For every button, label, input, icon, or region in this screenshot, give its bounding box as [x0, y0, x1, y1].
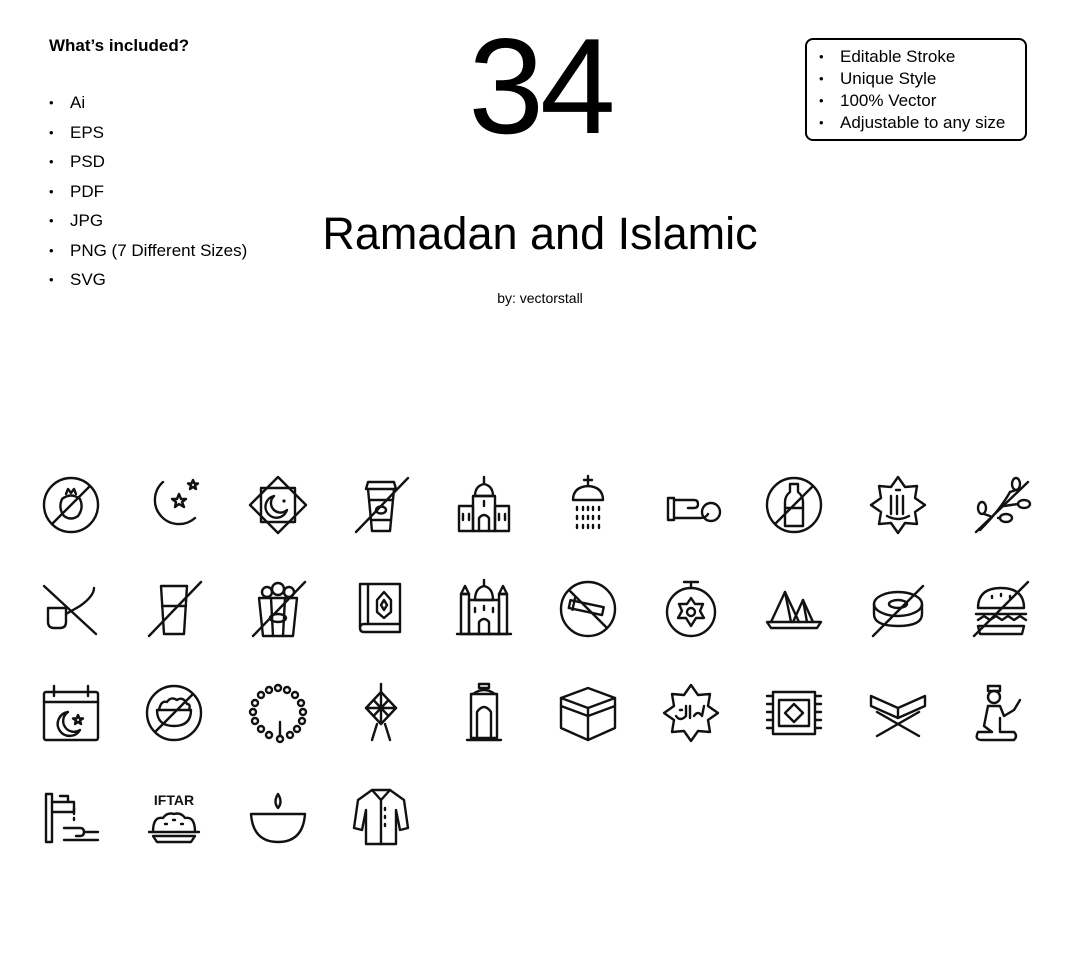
- diya-lamp-icon: [247, 786, 309, 848]
- ramadan-sign-icon: [247, 474, 309, 536]
- lantern-icon: [453, 682, 515, 744]
- format-item: • PDF: [49, 182, 247, 212]
- feature-item: • Adjustable to any size: [819, 112, 1025, 134]
- no-food-icon: [143, 682, 205, 744]
- features-list: [807, 40, 1025, 134]
- format-item: • SVG: [49, 270, 247, 300]
- iftar-label: IFTAR: [153, 792, 195, 808]
- no-drink-icon: [143, 578, 205, 640]
- wudu-faucet-icon: [40, 786, 102, 848]
- feature-item: • Unique Style: [819, 68, 1025, 90]
- no-burger-icon: [970, 578, 1032, 640]
- no-olive-branch-icon: [970, 474, 1032, 536]
- islamic-robe-icon: [350, 786, 412, 848]
- charity-hand-icon: [660, 474, 722, 536]
- author-byline: by: vectorstall: [497, 290, 583, 306]
- iftar-meal-icon: [143, 786, 205, 848]
- ramadan-calendar-icon: [40, 682, 102, 744]
- format-item: • JPG: [49, 211, 247, 241]
- features-box: [805, 38, 1027, 141]
- no-popcorn-icon: [247, 578, 309, 640]
- allah-calligraphy-icon: [867, 474, 929, 536]
- format-item: • Ai: [49, 93, 247, 123]
- no-smoking-pipe-icon: [40, 578, 102, 640]
- format-item: • PSD: [49, 152, 247, 182]
- pyramids-icon: [763, 578, 825, 640]
- no-coffee-icon: [350, 474, 412, 536]
- format-item: • PNG (7 Different Sizes): [49, 241, 247, 271]
- quran-book-icon: [350, 578, 412, 640]
- prayer-beads-icon: [247, 682, 309, 744]
- format-item: • EPS: [49, 123, 247, 153]
- stopwatch-icon: [660, 578, 722, 640]
- kaaba-icon: [557, 682, 619, 744]
- prayer-rug-icon: [763, 682, 825, 744]
- whats-included-heading: What’s included?: [49, 36, 190, 55]
- praying-man-icon: [970, 682, 1032, 744]
- no-pomegranate-icon: [40, 474, 102, 536]
- ketupat-icon: [350, 682, 412, 744]
- no-smoking-icon: [557, 578, 619, 640]
- feature-item: • Editable Stroke: [819, 46, 1025, 68]
- feature-item: • 100% Vector: [819, 90, 1025, 112]
- shower-icon: [557, 474, 619, 536]
- mosque-minarets-icon: [453, 578, 515, 640]
- pack-title: Ramadan and Islamic: [322, 208, 758, 259]
- mosque-icon: [453, 474, 515, 536]
- quran-stand-icon: [867, 682, 929, 744]
- crescent-moon-stars-icon: [143, 474, 205, 536]
- no-meat-icon: [867, 578, 929, 640]
- halal-badge-icon: [660, 682, 722, 744]
- icon-count: 34: [468, 10, 612, 162]
- no-alcohol-icon: [763, 474, 825, 536]
